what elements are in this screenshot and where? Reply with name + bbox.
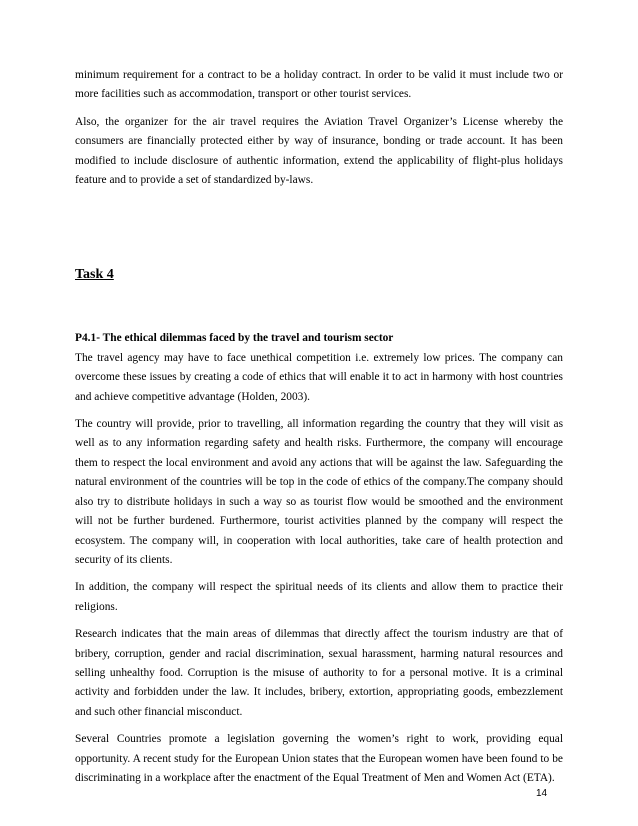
paragraph-women-legislation: Several Countries promote a legislation governing the women’s right to work, providing equal opportunity. A recent study for the European Union states that the European women have been found to be discriminating in a workplace after the enactment of the Equal Treatment of Men and Women Act (ETA).	[75, 733, 563, 784]
paragraph-unethical-competition: The travel agency may have to face unethical competition i.e. extremely low prices. The company can overcome these issues by creating a code of ethics that will enable it to act in harmony with host countries and achieve competitive advantage (Holden, 2003).	[75, 351, 563, 403]
spacer	[75, 285, 563, 329]
paragraph-dilemma-research: Research indicates that the main areas of dilemmas that directly affect the tourism industry are that of bribery, corruption, gender and racial discrimination, sexual harassment, harming natural resources and selling unhealthy food. Corruption is the misuse of authority to for a personal motive. It is a criminal activity and forbidden under the law. It includes, bribery, extortion, appropriating goods, embezzlement and such other financial misconduct.	[75, 628, 563, 718]
spacer	[75, 198, 563, 265]
paragraph-country-information: The country will provide, prior to travelling, all information regarding the country that they will visit as well as to any information regarding safety and health risks. Furthermore, the company will encourage them to respect the local environment and avoid any actions that will be against the law. Safeguarding the natural environment of the countries will be top in the code of ethics of the company.The company should also try to distribute holidays in such a way so as tourist flow would be smoothed and the environment will not be further burdened. Furthermore, tourist activities planned by the company will respect the ecosystem. The company will, in cooperation with local authorities, take care of health protection and security of its clients.	[75, 418, 563, 566]
paragraph-contract-requirement: minimum requirement for a contract to be a holiday contract. In order to be valid it must include two or more facilities such as accommodation, transport or other tourist services.	[75, 69, 563, 101]
task-heading: Task 4	[75, 267, 114, 283]
document-page	[75, 66, 563, 796]
paragraph-spiritual-needs: In addition, the company will respect the spiritual needs of its clients and allow them to practice their religions.	[75, 581, 563, 613]
section-heading: P4.1- The ethical dilemmas faced by the travel and tourism sector	[75, 332, 394, 345]
page-number: 14	[536, 788, 548, 799]
paragraph-air-travel-license: Also, the organizer for the air travel requires the Aviation Travel Organizer’s License whereby the consumers are financially protected either by way of insurance, bonding or trade account. It has been modified to include disclosure of authentic information, extend the applicability of flight-plus holidays feature and to provide a set of standardized by-laws.	[75, 115, 563, 187]
